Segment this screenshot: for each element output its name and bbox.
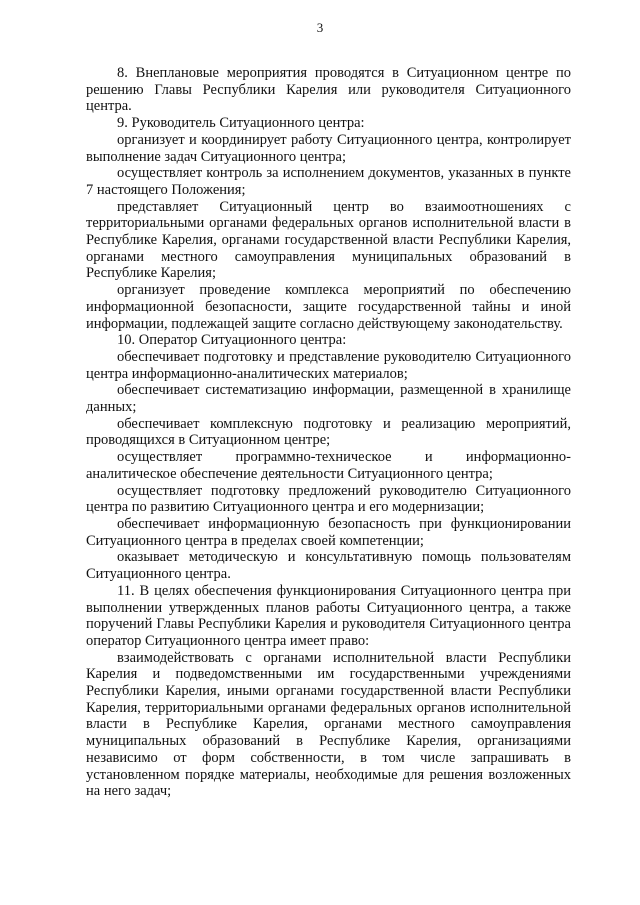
paragraph-10-item-2: обеспечивает систематизацию информации, размещенной в хранилище данных; [86,382,571,416]
paragraph-10-item-5: осуществляет подготовку предложений руководителю Ситуационного центра по развитию Ситуационного центра и его модернизации; [86,482,571,516]
paragraph-11-item-1: взаимодействовать с органами исполнительной власти Республики Карелия и подведомственными им государственными учреждениями Республики Карелия, иными органами государственной власти Республики Карелия, территориальными органами федеральных органов исполнительной власти в Республике Карелия, органами местного самоуправления муниципальных образований в Республике Карелия, организациями независимо от форм собственности, в том числе запрашивать в установленном порядке материалы, необходимые для решения возложенных на него задач; [86,649,571,800]
paragraph-10-item-7: оказывает методическую и консультативную помощь пользователям Ситуационного центра. [86,549,571,583]
paragraph-11: 11. В целях обеспечения функционирования Ситуационного центра при выполнении утвержденных планов работы Ситуационного центра, а также поручений Главы Республики Карелия и руководителя Ситуационного центра оператор Ситуационного центра имеет право: [86,582,571,649]
paragraph-9-item-1: организует и координирует работу Ситуационного центра, контролирует выполнение задач Ситуационного центра; [86,131,571,165]
document-body [86,65,571,800]
paragraph-9-item-3: представляет Ситуационный центр во взаимоотношениях с территориальными органами федеральных органов исполнительной власти в Республике Карелия, органами государственной власти Республики Карелия, органами местного самоуправления муниципальных образований в Республике Карелия; [86,198,571,282]
paragraph-8: 8. Внеплановые мероприятия проводятся в Ситуационном центре по решению Главы Республики Карелия или руководителя Ситуационного центра. [86,65,571,115]
page-number: 3 [316,20,324,35]
paragraph-9-heading: 9. Руководитель Ситуационного центра: [117,115,365,132]
paragraph-9-item-4: организует проведение комплекса мероприятий по обеспечению информационной безопасности, защите государственной тайны и иной информации, подлежащей защите согласно действующему законодательству. [86,282,571,332]
paragraph-10-item-3: обеспечивает комплексную подготовку и реализацию мероприятий, проводящихся в Ситуационном центре; [86,415,571,449]
paragraph-9-item-2: осуществляет контроль за исполнением документов, указанных в пункте 7 настоящего Положения; [86,165,571,198]
paragraph-10-item-6: обеспечивает информационную безопасность при функционировании Ситуационного центра в пределах своей компетенции; [86,515,571,549]
paragraph-10-item-4: осуществляет программно-техническое и информационно-аналитическое обеспечение деятельности Ситуационного центра; [86,449,571,482]
paragraph-10-heading: 10. Оператор Ситуационного центра: [117,332,347,349]
paragraph-10-item-1: обеспечивает подготовку и представление руководителю Ситуационного центра информационно-аналитических материалов; [86,348,571,382]
